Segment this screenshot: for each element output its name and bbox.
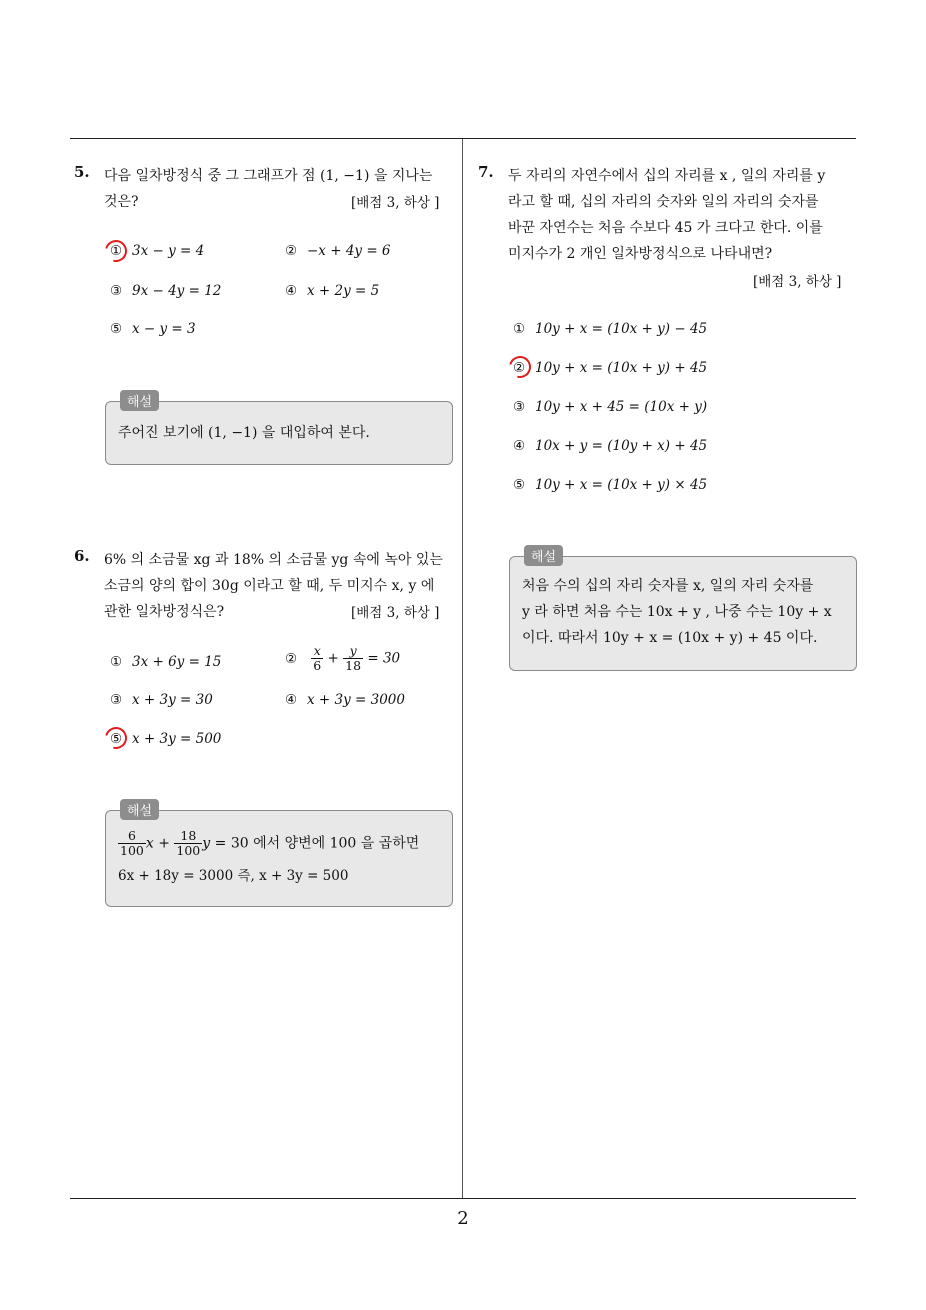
solution-text-line: = 30 에서 양변에 100 을 곱하면 [214, 835, 420, 852]
question-text-line: 라고 할 때, 십의 자리의 숫자와 일의 자리의 숫자를 [508, 194, 819, 210]
question-text-line: 다음 일차방정식 중 그 그래프가 점 (1, −1) 을 지나는 [104, 168, 433, 184]
fraction: $\frac{x}{6}$ [313, 643, 322, 673]
question-text-line: 두 자리의 자연수에서 십의 자리를 x , 일의 자리를 y [508, 168, 826, 184]
column-divider [462, 139, 463, 1199]
choice-1[interactable]: ① 3x + 6y = 15 [110, 654, 222, 670]
question-number: 6. [74, 547, 90, 565]
question-number: 7. [478, 163, 494, 181]
question-text-line: 바꾼 자연수는 처음 수보다 45 가 크다고 한다. 이를 [508, 220, 823, 236]
score-meta: [배점 3, 하상 ] [351, 605, 440, 621]
solution-box [105, 395, 453, 465]
solution-text: $\frac{6}{100}$ x + $\frac{18}{100}$ y = 30 에서 양변에 100 을 곱하면 [120, 828, 420, 858]
question-number: 5. [74, 163, 90, 181]
choice-5[interactable]: ⑤ x + 3y = 500 [110, 731, 222, 747]
choice-5[interactable]: ⑤ x − y = 3 [110, 321, 196, 337]
choice-1[interactable]: ① 3x − y = 4 [110, 243, 205, 259]
fraction: $\frac{6}{100}$ [120, 828, 144, 858]
solution-text: 주어진 보기에 (1, −1) 을 대입하여 본다. [118, 425, 370, 441]
choice-4[interactable]: ④ x + 3y = 3000 [285, 692, 405, 708]
question-text-line: 미지수가 2 개인 일차방정식으로 나타내면? [508, 246, 773, 262]
choice-3[interactable]: ③ 10y + x + 45 = (10x + y) [513, 399, 708, 415]
solution-text-line: 처음 수의 십의 자리 숫자를 x, 일의 자리 숫자를 [522, 578, 814, 594]
question-text-line: 6% 의 소금물 xg 과 18% 의 소금물 yg 속에 녹아 있는 [104, 552, 443, 568]
question-text-line: 소금의 양의 합이 30g 이라고 할 때, 두 미지수 x, y 에 [104, 578, 435, 594]
solution-text [522, 573, 832, 651]
score-meta: [배점 3, 하상 ] [351, 195, 440, 211]
choice-1[interactable]: ① 10y + x = (10x + y) − 45 [513, 321, 708, 337]
choice-2[interactable]: ② −x + 4y = 6 [285, 243, 391, 259]
solution-text-line: 이다. 따라서 10y + x = (10x + y) + 45 이다. [522, 630, 818, 646]
choice-3[interactable]: ③ x + 3y = 30 [110, 692, 213, 708]
choice-2[interactable]: ② 10y + x = (10x + y) + 45 [513, 360, 708, 376]
question-text-line: 관한 일차방정식은? [104, 604, 225, 620]
choice-4[interactable]: ④ 10x + y = (10y + x) + 45 [513, 438, 708, 454]
solution-text-line: y 라 하면 처음 수는 10x + y , 나중 수는 10y + x [522, 604, 832, 620]
solution-tag: 해설 [120, 799, 159, 820]
solution-tag: 해설 [120, 390, 159, 411]
top-rule [70, 138, 856, 139]
choice-2[interactable]: ② $\frac{x}{6}$ + $\frac{y}{18}$ = 30 [285, 643, 401, 673]
solution-text-line: 6x + 18y = 3000 즉, x + 3y = 500 [118, 868, 349, 884]
score-meta: [배점 3, 하상 ] [753, 274, 842, 290]
choice-4[interactable]: ④ x + 2y = 5 [285, 283, 380, 299]
question-text-line: 것은? [104, 194, 139, 210]
fraction: $\frac{18}{100}$ [176, 828, 201, 858]
solution-box [509, 550, 857, 671]
bottom-rule [70, 1198, 856, 1199]
page-number: 2 [457, 1208, 469, 1229]
choice-3[interactable]: ③ 9x − 4y = 12 [110, 283, 222, 299]
solution-box [105, 804, 453, 907]
question-text [508, 163, 825, 267]
fraction: $\frac{y}{18}$ [345, 643, 362, 673]
solution-tag: 해설 [524, 545, 563, 566]
choice-5[interactable]: ⑤ 10y + x = (10x + y) × 45 [513, 477, 708, 493]
